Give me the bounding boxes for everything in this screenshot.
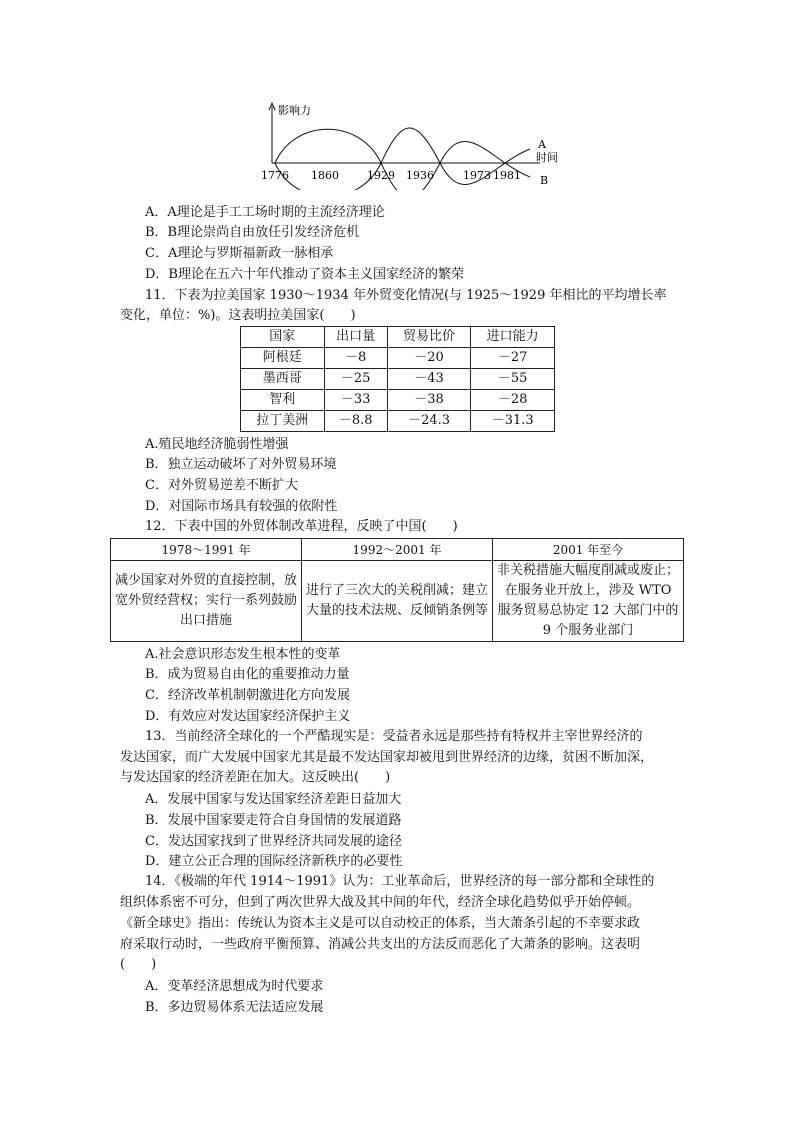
q11-header-export: 出口量: [324, 327, 387, 348]
table-row: [241, 348, 555, 369]
q13-stem-line1: 13．当前经济全球化的一个严酷现实是：受益者永远是那些持有特权并主宰世界经济的: [145, 729, 643, 744]
chart-text: [261, 103, 558, 187]
x-tick-label: 1929: [367, 169, 395, 182]
table-cell: 进行了三次大的关税削减；建立大量的技术法规、反倾销条例等: [302, 561, 493, 642]
table-cell: －25: [324, 369, 387, 390]
table-cell: －38: [387, 390, 471, 411]
table-row: [241, 411, 555, 432]
table-cell: 减少国家对外贸的直接控制，放宽外贸经营权；实行一系列鼓励出口措施: [111, 561, 302, 642]
q12-table: [110, 538, 684, 642]
table-row: [241, 390, 555, 411]
q12-table-header: [111, 539, 684, 561]
y-axis-label: 影响力: [278, 104, 311, 117]
q13-stem-line3: 与发达国家的经济差距在加大。这反映出( ): [120, 770, 391, 785]
q12-header-1978: 1978～1991 年: [111, 539, 302, 561]
table-cell: 拉丁美洲: [241, 411, 325, 432]
q12-option-d: D．有效应对发达国家经济保护主义: [145, 709, 351, 724]
q12-option-b: B．成为贸易自由化的重要推动力量: [145, 667, 350, 682]
table-cell: －8: [324, 348, 387, 369]
q11-table-header: [241, 327, 555, 348]
q14-stem-line1: 14．《极端的年代 1914～1991》认为：工业革命后，世界经济的每一部分都和全球性的: [145, 874, 655, 889]
x-axis-label: 时间: [536, 151, 558, 164]
q14-stem-line3: 《新全球史》指出：传统认为资本主义是可以自动校正的体系，当大萧条引起的不幸要求政: [120, 916, 641, 931]
series-b-label: B: [540, 174, 549, 187]
q11-option-d: D．对国际市场具有较强的依附性: [145, 499, 338, 514]
q12-header-1992: 1992～2001 年: [302, 539, 493, 561]
x-tick-label: 1981: [493, 169, 521, 182]
table-cell: －43: [387, 369, 471, 390]
series-a-label: A: [538, 138, 546, 151]
table-cell: －55: [471, 369, 555, 390]
table-cell: －8.8: [324, 411, 387, 432]
table-row: [241, 369, 555, 390]
table-cell: －31.3: [471, 411, 555, 432]
q11-option-a: A.殖民地经济脆弱性增强: [145, 437, 289, 452]
x-tick-label: 1860: [311, 169, 339, 182]
q10-option-a: A．A理论是手工工场时期的主流经济理论: [145, 205, 385, 220]
q11-table: [240, 326, 555, 432]
q10-option-c: C．A理论与罗斯福新政一脉相承: [145, 246, 334, 261]
x-tick-label: 1776: [261, 169, 289, 182]
q11-header-import: 进口能力: [471, 327, 555, 348]
table-cell: 非关税措施大幅度削减或废止；在服务业开放上，涉及 WTO 服务贸易总协定 12 大部门中的 9 个服务业部门: [493, 561, 684, 642]
table-cell: 墨西哥: [241, 369, 325, 390]
x-tick-label: 1973: [463, 169, 491, 182]
q14-stem-line2: 组织体系密不可分，但到了两次世界大战及其中间的年代，经济全球化趋势似乎开始停顿。: [120, 895, 641, 910]
q11-header-terms: 贸易比价: [387, 327, 471, 348]
q11-stem-line1: 11．下表为拉美国家 1930～1934 年外贸变化情况(与 1925～1929 年相比的平均增长率: [145, 288, 667, 303]
x-tick-label: 1936: [406, 169, 434, 182]
table-row: [111, 561, 684, 642]
q14-stem-line5: ( ): [120, 957, 157, 972]
table-cell: 阿根廷: [241, 348, 325, 369]
q13-option-d: D．建立公正合理的国际经济新秩序的必要性: [145, 854, 403, 869]
table-cell: －20: [387, 348, 471, 369]
q11-header-country: 国家: [241, 327, 325, 348]
table-cell: 智利: [241, 390, 325, 411]
q14-stem-line4: 府采取行动时，一些政府平衡预算、消减公共支出的方法反而恶化了大萧条的影响。这表明: [120, 937, 641, 952]
q14-option-b: B．多边贸易体系无法适应发展: [145, 1000, 324, 1015]
table-cell: －24.3: [387, 411, 471, 432]
q12-option-a: A.社会意识形态发生根本性的变革: [145, 647, 341, 662]
q11-stem-line2: 变化，单位：%)。这表明拉美国家( ): [120, 308, 356, 323]
q10-option-b: B．B理论崇尚自由放任引发经济危机: [145, 225, 360, 240]
q13-stem-line2: 发达国家，而广大发展中国家尤其是最不发达国家却被甩到世界经济的边缘，贫困不断加深，: [120, 750, 654, 765]
q14-option-a: A．变革经济思想成为时代要求: [145, 979, 324, 994]
q10-option-d: D．B理论在五六十年代推动了资本主义国家经济的繁荣: [145, 267, 464, 282]
q12-header-2001: 2001 年至今: [493, 539, 684, 561]
q13-option-b: B．发展中国家要走符合自身国情的发展道路: [145, 813, 402, 828]
table-cell: －28: [471, 390, 555, 411]
q11-option-c: C．对外贸易逆差不断扩大: [145, 478, 298, 493]
q12-stem: 12．下表中国的外贸体制改革进程，反映了中国( ): [145, 519, 458, 534]
table-cell: －33: [324, 390, 387, 411]
q13-option-a: A．发展中国家与发达国家经济差距日益加大: [145, 792, 402, 807]
table-cell: －27: [471, 348, 555, 369]
q11-option-b: B．独立运动破坏了对外贸易环境: [145, 457, 337, 472]
influence-chart: [255, 100, 565, 190]
q12-option-c: C．经济改革机制朝激进化方向发展: [145, 688, 350, 703]
q13-option-c: C．发达国家找到了世界经济共同发展的途径: [145, 834, 402, 849]
